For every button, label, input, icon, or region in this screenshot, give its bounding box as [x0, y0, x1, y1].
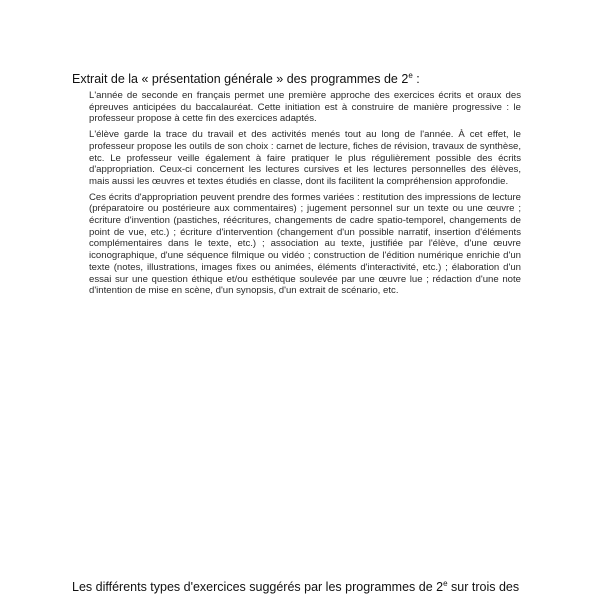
body-text-line [72, 579, 600, 595]
excerpt-paragraph-2: L'élève garde la trace du travail et des activités menés tout au long de l'année. À cet effet, le professeur propose les outils de son choix : carnet de lecture, fiches de révision, travaux de synthèse, etc. Le professeur veille également à faire pratiquer le plus régulièrement possible des écrits d'appropriation. Ceux-ci concernent les lectures cursives et les lectures personnelles des élèves, mais aussi les œuvres et textes étudiés en classe, dont ils facilitent la compréhension approfondie. [89, 129, 521, 187]
excerpt-paragraph-3: Ces écrits d'appropriation peuvent prendre des formes variées : restitution des impressions de lecture (préparatoire ou postérieure aux commentaires) ; jugement personnel sur un texte ou une œuvre ; écriture d'invention (pastiches, réécritures, changements de cadre spatio-temporel, changements de point de vue, etc.) ; écriture d'intervention (changement d'un possible narratif, insertion d'éléments complémentaires dans le texte, etc.) ; association au texte, justifiée par l'élève, d'une œuvre iconographique, d'une séquence filmique ou vidéo ; construction de l'édition numérique enrichie d'un texte (notes, illustrations, images fixes ou animées, éléments d'interactivité, etc.) ; élaboration d'un essai sur une question éthique et/ou esthétique soulevée par une œuvre lue ; rédaction d'une note d'intention de mise en scène, d'un synopsis, d'un extrait de scénario, etc. [89, 191, 521, 297]
body-text-end: sur trois des [447, 580, 520, 594]
body-text-superscript: e [443, 579, 448, 588]
quoted-excerpt [89, 90, 521, 301]
excerpt-paragraph-1: L'année de seconde en français permet une première approche des exercices écrits et oraux des épreuves anticipées du baccalauréat. Cette initiation est à construire de manière progressive : le professeur propose à cette fin des exercices adaptés. [89, 90, 521, 125]
excerpt-heading [72, 71, 542, 87]
heading-colon: : [412, 72, 420, 86]
body-text-start: Les différents types d'exercices suggérés par les programmes de 2 [72, 580, 444, 594]
heading-superscript: e [408, 71, 413, 80]
heading-text: Extrait de la « présentation générale » des programmes de 2 [72, 72, 409, 86]
